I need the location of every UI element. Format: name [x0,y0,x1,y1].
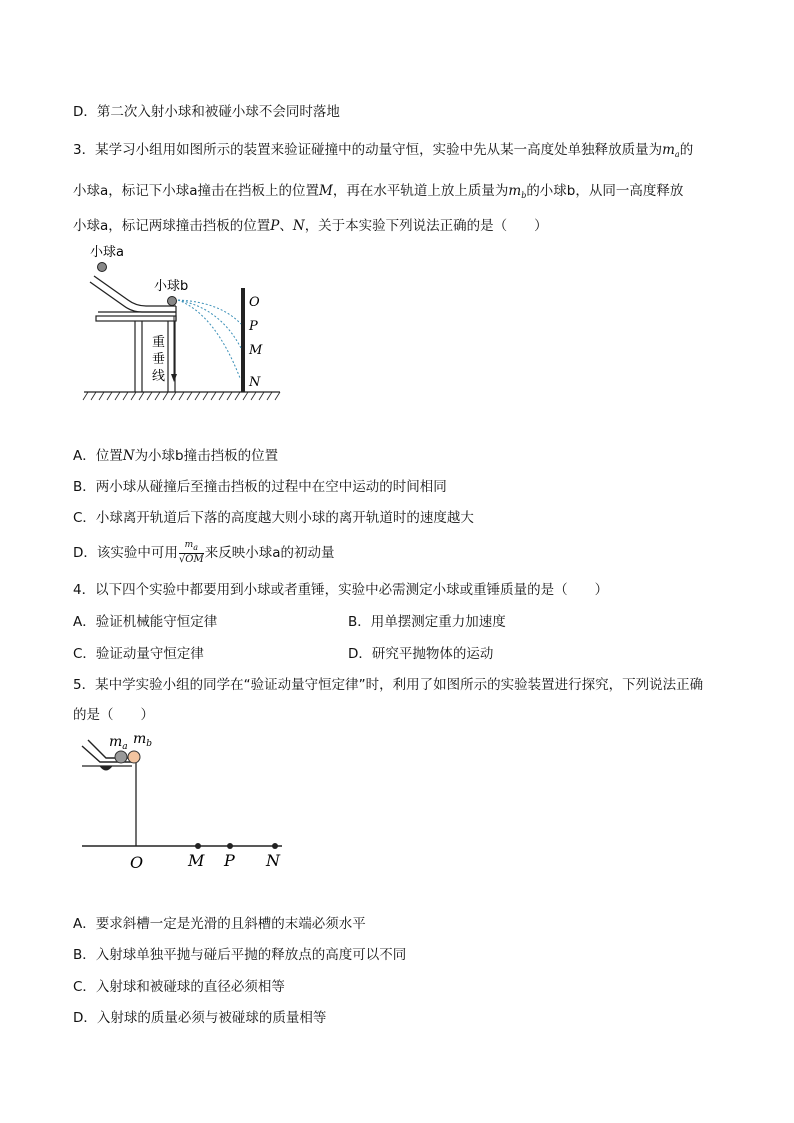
q3-option-d-text: D．该实验中可用 [73,545,178,561]
fraction-numerator-sub: a [193,543,198,552]
q5-stem-line1: 5．某中学实验小组的同学在“验证动量守恒定律”时，利用了如图所示的实验装置进行探究，下列说法正确 [73,677,704,693]
ma-symbol: m [109,734,123,750]
q5-stem-line2: 的是（ ） [73,707,154,723]
q3-M-symbol: M [319,183,333,199]
ball-ma [115,751,127,763]
q3-stem-text: 的小球b，从同一高度释放 [526,183,684,199]
q3-stem-text: 的 [679,142,694,158]
q3-apparatus-figure [80,238,290,410]
point-N-label: N [249,375,261,390]
q2-option-d: D．第二次入射小球和被碰小球不会同时落地 [73,104,340,120]
ball-b-label: 小球b [154,279,189,294]
ball-mb [128,751,140,763]
plumb-label: 重 [152,335,166,350]
ball-b [168,297,177,306]
q5-apparatus-figure [78,726,293,876]
q3-stem-text: 3．某学习小组用如图所示的装置来验证碰撞中的动量守恒，实验中先从某一高度处单独释放质量为 [73,142,663,158]
point-N-dot [272,843,278,849]
mb-label [133,731,152,749]
point-N-label: N [266,851,280,870]
q3-P-symbol: P [270,218,280,234]
plumb-label: 线 [152,369,166,384]
q3-option-a-symbol: N [122,448,135,464]
q3-stem-line3 [73,217,548,235]
q3-stem-text: 小球a，标记两球撞击挡板的位置 [73,218,271,234]
mb-sub: b [146,739,153,749]
q3-option-d-text: 来反映小球a的初动量 [204,545,335,561]
point-P-label: P [249,319,258,334]
q5-option-d: D．入射球的质量必须与被碰球的质量相等 [73,1010,327,1026]
q3-stem-line1 [73,141,693,164]
fraction-numerator: m [184,540,194,550]
q3-option-a-text: 为小球b撞击挡板的位置 [134,448,279,464]
baffle-board [241,288,245,392]
plumb-arrow-head [171,374,177,382]
point-P-label: P [224,851,235,870]
q3-stem-text: ，再在水平轨道上放上质量为 [332,183,509,199]
q4-option-d: D．研究平抛物体的运动 [348,646,494,662]
ma-label [109,734,128,752]
point-M-label: M [249,343,263,358]
q5-option-c: C．入射球和被碰球的直径必须相等 [73,979,285,995]
q4-option-b: B．用单摆测定重力加速度 [348,614,506,630]
q3-ma-sub: a [674,150,680,159]
fraction-denominator: √OM [178,554,204,565]
q5-option-a: A．要求斜槽一定是光滑的且斜槽的末端必须水平 [73,916,366,932]
q3-mb-symbol: m [508,183,522,199]
q4-option-a: A．验证机械能守恒定律 [73,614,218,630]
point-O-label: O [249,295,260,310]
mb-symbol: m [133,731,147,747]
q3-option-d-fraction [179,540,204,566]
point-M-dot [195,843,201,849]
q4-stem: 4．以下四个实验中都要用到小球或者重锤，实验中必需测定小球或重锤质量的是（ ） [73,582,609,598]
ball-a-label: 小球a [90,245,124,260]
point-O-label: O [130,853,144,872]
point-M-label: M [188,851,205,870]
q3-stem-text: 、 [279,218,293,234]
q3-ma-symbol: m [662,142,675,158]
q3-option-a [73,447,278,465]
ball-a [98,263,107,272]
q3-option-c: C．小球离开轨道后下落的高度越大则小球的离开轨道时的速度越大 [73,510,474,526]
q3-option-a-text: A．位置 [73,448,123,464]
q3-stem-text: ，关于本实验下列说法正确的是（ ） [304,218,548,234]
ground-hatch [83,392,280,400]
clamp [100,766,112,770]
q3-stem-line2 [73,182,683,205]
q4-option-c: C．验证动量守恒定律 [73,646,204,662]
plumb-label: 垂 [152,352,166,367]
q3-N-symbol: N [292,218,305,234]
q3-stem-text: 小球a，标记下小球a撞击在挡板上的位置 [73,183,320,199]
q3-mb-sub: b [521,191,527,200]
q3-option-b: B．两小球从碰撞后至撞击挡板的过程中在空中运动的时间相同 [73,479,447,495]
q3-option-d [73,540,335,566]
point-P-dot [227,843,233,849]
ma-sub: a [122,742,128,752]
table-top [96,316,176,321]
q5-option-b: B．入射球单独平抛与碰后平抛的释放点的高度可以不同 [73,947,407,963]
